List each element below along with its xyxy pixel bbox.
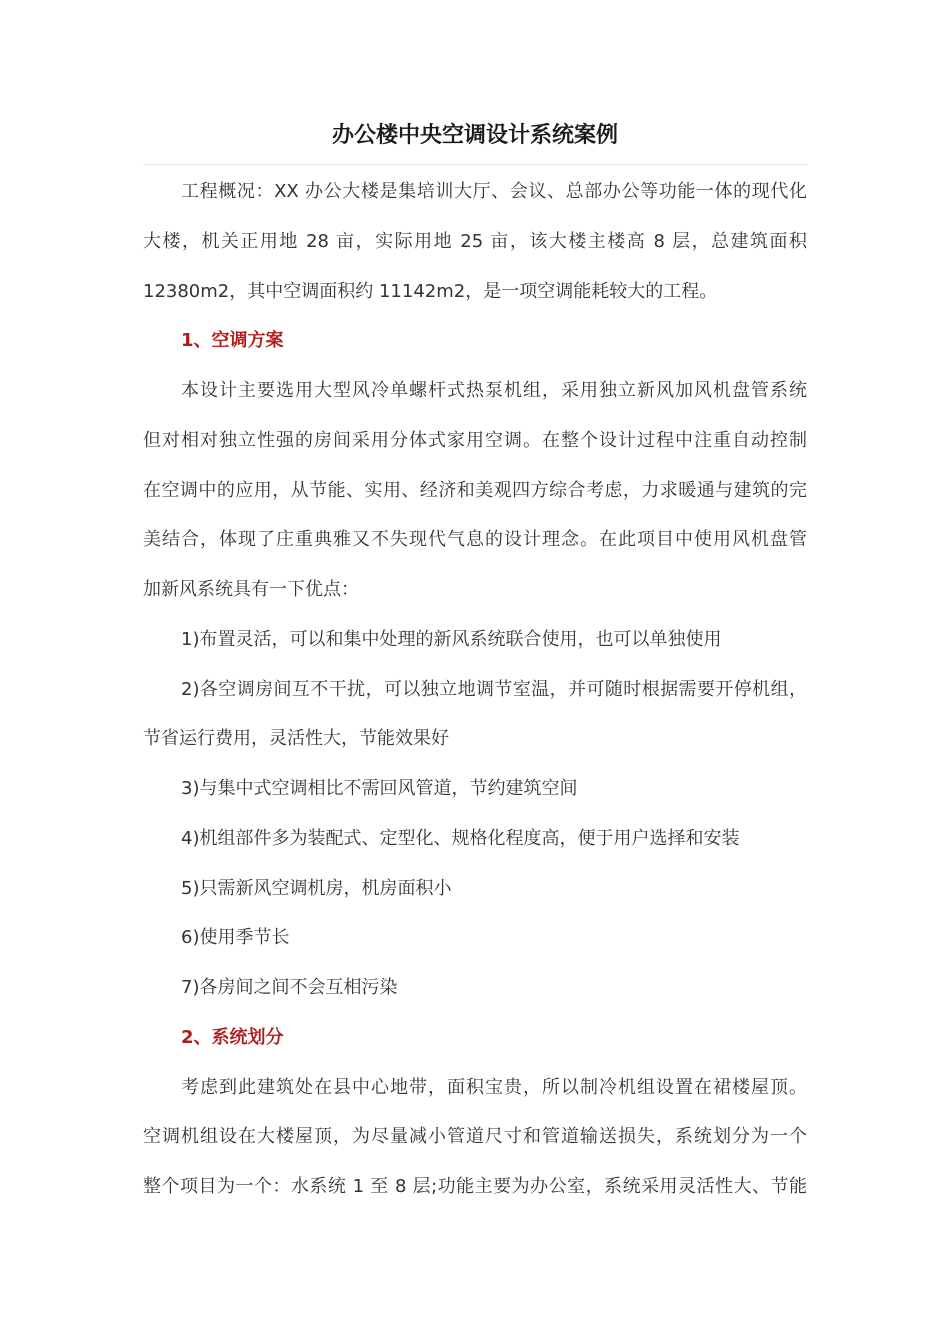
list-item: 6)使用季节长	[181, 927, 290, 948]
paragraph-line: 美结合，体现了庄重典雅又不失现代气息的设计理念。在此项目中使用风机盘管	[143, 529, 807, 550]
overview-line: 大楼，机关正用地 28 亩，实际用地 25 亩，该大楼主楼高 8 层，总建筑面积	[143, 231, 807, 252]
list-item: 5)只需新风空调机房，机房面积小	[181, 878, 452, 899]
list-item: 4)机组部件多为装配式、定型化、规格化程度高，便于用户选择和安装	[181, 828, 740, 849]
list-item: 3)与集中式空调相比不需回风管道，节约建筑空间	[181, 778, 578, 799]
paragraph-line: 整个项目为一个：水系统 1 至 8 层;功能主要为办公室，系统采用灵活性大、节能	[143, 1176, 807, 1197]
overview-line: 12380m2，其中空调面积约 11142m2，是一项空调能耗较大的工程。	[143, 281, 718, 302]
paragraph-line: 本设计主要选用大型风冷单螺杆式热泵机组，采用独立新风加风机盘管系统	[181, 380, 807, 401]
paragraph-line: 但对相对独立性强的房间采用分体式家用空调。在整个设计过程中注重自动控制	[143, 430, 807, 451]
document-title: 办公楼中央空调设计系统案例	[331, 123, 618, 148]
paragraph-line: 加新风系统具有一下优点：	[143, 579, 359, 600]
paragraph-line: 空调机组设在大楼屋顶，为尽量减小管道尺寸和管道输送损失，系统划分为一个	[143, 1126, 807, 1147]
title-divider	[143, 164, 807, 165]
list-item: 1)布置灵活，可以和集中处理的新风系统联合使用，也可以单独使用	[181, 629, 722, 650]
list-item-continuation: 节省运行费用，灵活性大，节能效果好	[143, 728, 449, 749]
overview-line: 工程概况：XX 办公大楼是集培训大厅、会议、总部办公等功能一体的现代化	[181, 181, 807, 202]
section-heading: 2、系统划分	[181, 1027, 284, 1048]
section-heading: 1、空调方案	[181, 330, 284, 351]
paragraph-line: 在空调中的应用，从节能、实用、经济和美观四方综合考虑，力求暖通与建筑的完	[143, 480, 807, 501]
list-item: 2)各空调房间互不干扰，可以独立地调节室温，并可随时根据需要开停机组，	[181, 679, 807, 700]
paragraph-line: 考虑到此建筑处在县中心地带，面积宝贵，所以制冷机组设置在裙楼屋顶。	[181, 1077, 807, 1098]
list-item: 7)各房间之间不会互相污染	[181, 977, 398, 998]
